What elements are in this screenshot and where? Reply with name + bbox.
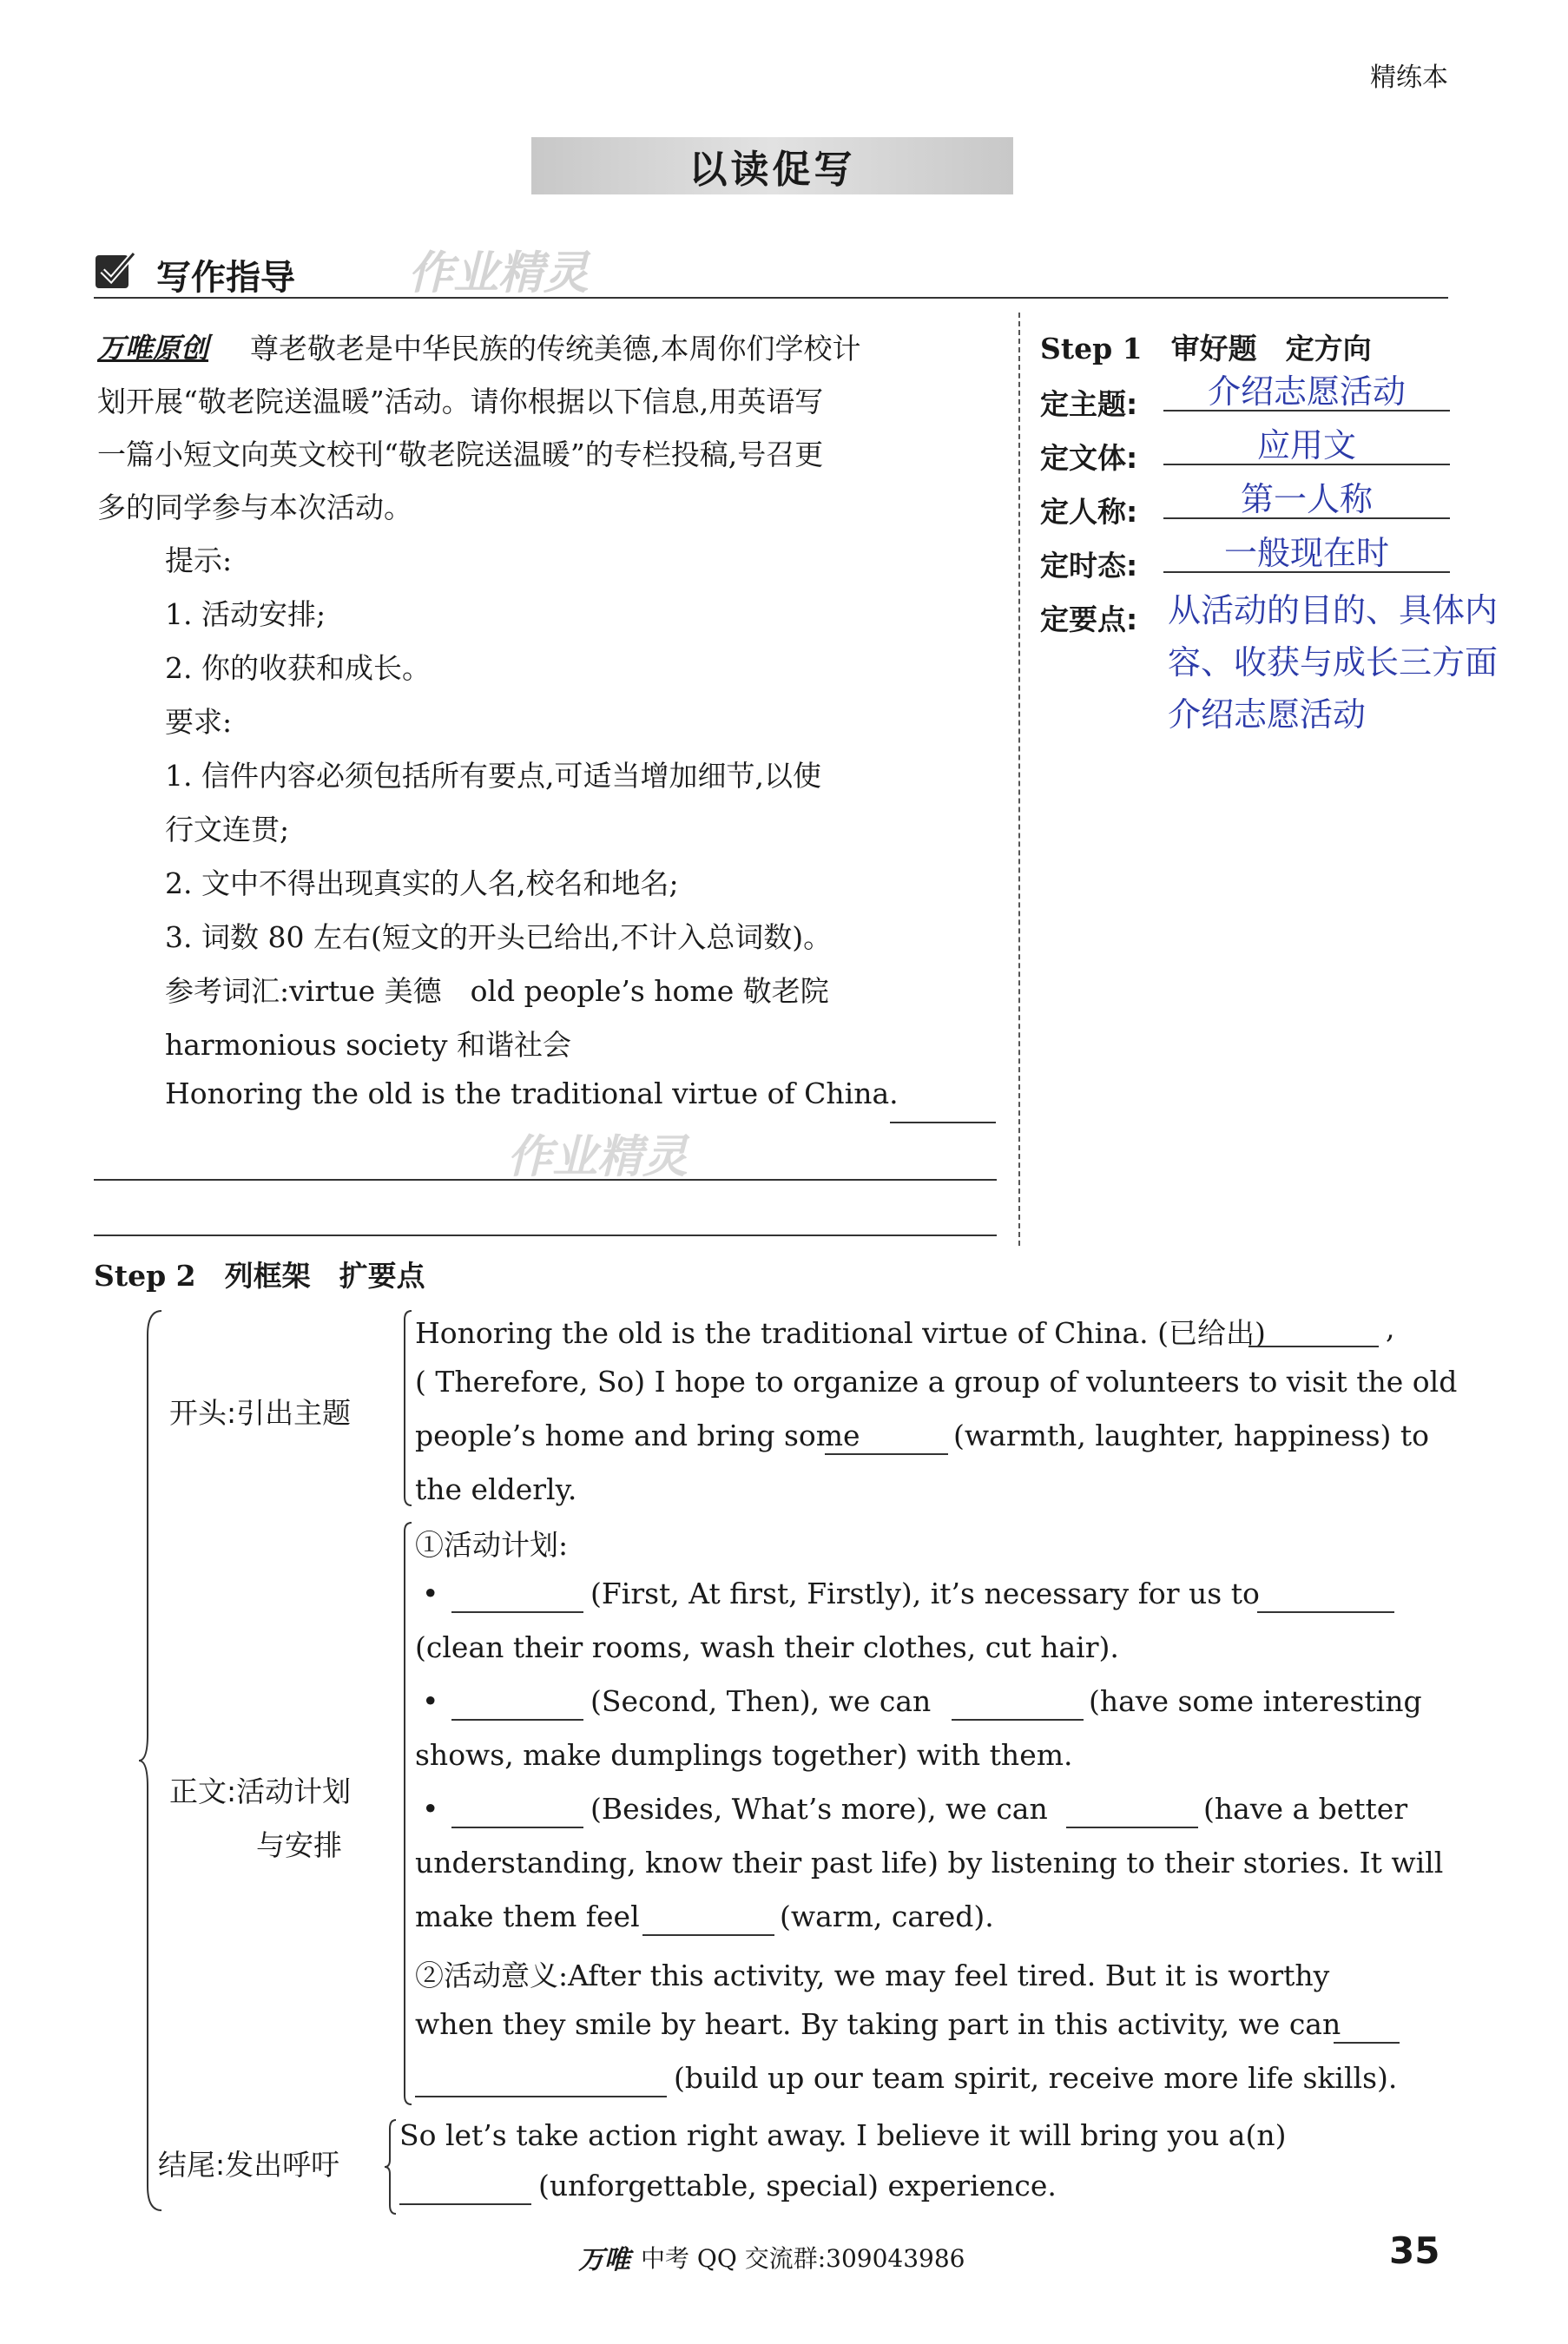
requirement-item: 2. 文中不得出现真实的人名,校名和地名;: [165, 866, 679, 900]
meaning-text: ②活动意义:After this activity, we may feel tired. But it is worthy: [415, 1959, 1330, 1992]
body-text: (Second, Then), we can: [590, 1684, 932, 1718]
body-text: understanding, know their past life) by listening to their stories. It will: [415, 1846, 1444, 1880]
body-text: (clean their rooms, wash their clothes, cut hair).: [415, 1630, 1119, 1664]
watermark-text: 作业精灵: [408, 247, 590, 300]
step1-points-answer: 容、收获与成长三方面: [1168, 643, 1499, 681]
answer-blank[interactable]: [451, 1611, 583, 1613]
opening-line: Honoring the old is the traditional virtue of China. (已给出): [415, 1316, 1266, 1350]
task-line: 多的同学参与本次活动。: [97, 491, 412, 524]
step1-points-answer: 从活动的目的、具体内: [1168, 591, 1499, 629]
answer-blank[interactable]: [890, 1122, 996, 1123]
brand-logo: 万唯: [578, 2245, 630, 2275]
essay-opening: Honoring the old is the traditional virtue of China.: [165, 1077, 899, 1110]
meaning-text: when they smile by heart. By taking part in this activity, we can: [415, 2007, 1341, 2041]
answer-blank[interactable]: [451, 1827, 583, 1828]
bullet: •: [422, 1792, 439, 1826]
step1-label: 定人称:: [1040, 495, 1138, 529]
comma: ,: [1386, 1311, 1395, 1345]
column-divider: [1018, 313, 1020, 1246]
answer-blank[interactable]: [952, 1719, 1084, 1721]
body-text: (First, At first, Firstly), it’s necessary for us to: [590, 1577, 1260, 1610]
footer-text: 中考 QQ 交流群:309043986: [641, 2244, 965, 2273]
watermark-text: 作业精灵: [507, 1131, 688, 1183]
ending-brace: [384, 2118, 398, 2216]
requirement-item: 行文连贯;: [165, 813, 290, 846]
answer-blank[interactable]: [451, 1719, 583, 1721]
answer-line[interactable]: [94, 1179, 997, 1181]
step1-answer: 第一人称: [1163, 472, 1450, 519]
step1-points-answer: 介绍志愿活动: [1168, 695, 1367, 734]
step1-title: Step 1 审好题 定方向: [1040, 332, 1372, 365]
answer-line[interactable]: [94, 1235, 997, 1236]
answer-blank[interactable]: [825, 1453, 948, 1455]
opening-line: ( Therefore, So) I hope to organize a group of volunteers to visit the old: [415, 1365, 1458, 1399]
requirement-item: 3. 词数 80 左右(短文的开头已给出,不计入总词数)。: [165, 920, 833, 954]
body-text: (have some interesting: [1089, 1684, 1422, 1718]
outline-brace: [139, 1309, 165, 2212]
answer-blank[interactable]: [1066, 1827, 1198, 1828]
checkbox-icon: [94, 248, 137, 292]
requirements-title: 要求:: [165, 705, 233, 739]
step2-title: Step 2 列框架 扩要点: [94, 1259, 425, 1293]
original-badge: 万唯原创: [97, 332, 209, 365]
edition-label: 精练本: [1370, 63, 1448, 93]
ending-text: So let’s take action right away. I believe it will bring you a(n): [399, 2118, 1287, 2152]
opening-line: the elderly.: [415, 1472, 577, 1506]
opening-line: (warmth, laughter, happiness) to: [953, 1419, 1430, 1452]
task-line: 尊老敬老是中华民族的传统美德,本周你们学校计: [250, 332, 861, 365]
hint-item: 1. 活动安排;: [165, 597, 326, 631]
step1-label: 定主题:: [1040, 387, 1138, 421]
body-text: (warm, cared).: [780, 1900, 994, 1933]
hint-item: 2. 你的收获和成长。: [165, 651, 431, 685]
bullet: •: [422, 1684, 439, 1718]
page-number: 35: [1389, 2229, 1440, 2272]
step1-answer: 介绍志愿活动: [1163, 365, 1450, 412]
answer-blank[interactable]: [642, 1934, 774, 1936]
answer-blank[interactable]: [1257, 1611, 1394, 1613]
step1-answer: 一般现在时: [1163, 526, 1450, 573]
ending-label: 结尾:发出呼吁: [158, 2148, 340, 2182]
answer-blank[interactable]: [1334, 2042, 1400, 2044]
answer-blank[interactable]: [399, 2203, 531, 2205]
step1-label: 定要点:: [1040, 602, 1138, 636]
section-title: [531, 137, 1013, 194]
step1-answer: 应用文: [1163, 418, 1450, 465]
body-label: 正文:活动计划: [169, 1774, 352, 1808]
step1-label: 定文体:: [1040, 441, 1138, 475]
body-bracket: [401, 1521, 413, 2106]
plan-title: ①活动计划:: [415, 1528, 569, 1562]
vocabulary-line: harmonious society 和谐社会: [165, 1028, 571, 1062]
vocabulary-line: 参考词汇:virtue 美德 old people’s home 敬老院: [165, 974, 829, 1008]
body-text: make them feel: [415, 1900, 640, 1933]
bullet: •: [422, 1577, 439, 1610]
opening-bracket: [401, 1309, 413, 1507]
heading-rule: [94, 297, 1448, 299]
opening-line: people’s home and bring some: [415, 1419, 860, 1452]
step1-label: 定时态:: [1040, 549, 1138, 583]
task-line: 划开展“敬老院送温暖”活动。请你根据以下信息,用英语写: [97, 385, 824, 418]
requirement-item: 1. 信件内容必须包括所有要点,可适当增加细节,以使: [165, 759, 821, 793]
opening-label: 开头:引出主题: [169, 1396, 352, 1430]
section-title-text: 以读促写: [688, 148, 856, 192]
writing-guide-label: 写作指导: [156, 258, 295, 298]
body-text: shows, make dumplings together) with them.: [415, 1738, 1073, 1772]
body-text: (have a better: [1203, 1792, 1408, 1826]
answer-blank[interactable]: [1248, 1346, 1379, 1347]
task-line: 一篇小短文向英文校刊“敬老院送温暖”的专栏投稿,号召更: [97, 438, 824, 471]
body-label: 与安排: [256, 1828, 342, 1862]
answer-blank[interactable]: [415, 2096, 667, 2097]
ending-text: (unforgettable, special) experience.: [538, 2169, 1057, 2202]
meaning-text: (build up our team spirit, receive more life skills).: [674, 2061, 1398, 2095]
hints-title: 提示:: [165, 543, 233, 577]
body-text: (Besides, What’s more), we can: [590, 1792, 1048, 1826]
